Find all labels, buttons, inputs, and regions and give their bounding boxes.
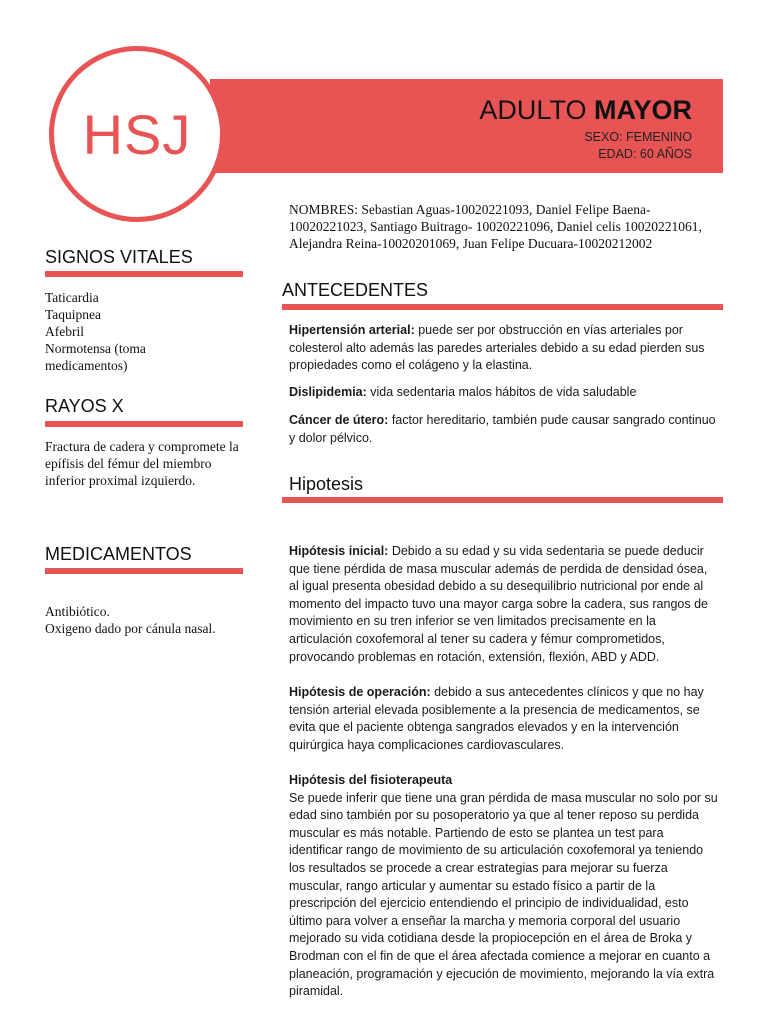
signos-vitales-title: SIGNOS VITALES — [45, 247, 193, 267]
item-text: Debido a su edad y su vida sedentaria se puede deducir que tiene pérdida de masa muscular además de perdida de densidad ósea, al igual presenta obesidad debido a su desequilibrio nutricional por ende al momento del impacto tuvo una mayor carga sobre la cadera, sus rangos de movimiento en su tren inferior se ven limitados precisamente en la articulación coxofemoral al tener su cadera y fémur comprometidos, provocando problemas en rotación, extensión, flexión, ABD y ADD. — [289, 544, 708, 664]
list-item: Afebril — [45, 324, 84, 339]
item-label: Hipótesis de operación: — [289, 685, 431, 699]
page-title — [479, 95, 692, 126]
antecedentes-divider — [282, 304, 723, 310]
antecedente-dislipidemia — [289, 384, 719, 402]
item-label: Cáncer de útero: — [289, 413, 389, 427]
medicamentos-divider — [45, 568, 243, 574]
rayos-x-text: Fractura de cadera y compromete la epífisis del fémur del miembro inferior proximal izquierdo. — [45, 439, 239, 488]
hipotesis-fisioterapeuta — [289, 772, 719, 1001]
sex-label: SEXO: FEMENINO — [584, 130, 692, 144]
item-text: vida sedentaria malos hábitos de vida saludable — [366, 385, 637, 399]
hipotesis-divider — [282, 497, 723, 503]
hipotesis-inicial — [289, 543, 719, 666]
list-item: Taticardia — [45, 290, 99, 305]
list-item: Taquipnea — [45, 307, 102, 322]
list-item: Oxigeno dado por cánula nasal. — [45, 621, 216, 636]
logo-text: HSJ — [82, 102, 192, 166]
item-label: Hipertensión arterial: — [289, 323, 415, 337]
signos-vitales-list — [45, 289, 240, 374]
medicamentos-title: MEDICAMENTOS — [45, 544, 192, 564]
item-text: Se puede inferir que tiene una gran pérdida de masa muscular no solo por su edad sino también por su posoperatorio ya que al tener reposo su perdida muscular es más notable. Partiendo de esto se plantea un test para identificar rango de movimiento de su articulación coxofemoral ya teniendo los resultados se procede a crear estrategias para mejorar su fuerza muscular, rango articular y aumentar su estado físico a partir de la prescripción del ejercicio entendiendo el principio de individualidad, esto último para volver a enseñar la marcha y memoria corporal del usuario mejorado su vida cotidiana desde la propiocepción en el área de Broka y Brodman con el fin de que el área afectada comience a mejorar en cuanto a planeación, programación y ejecución de movimiento, mejorando la vía extra piramidal. — [289, 790, 718, 999]
title-part2: MAYOR — [593, 95, 692, 125]
signos-vitales-divider — [45, 271, 243, 277]
item-text: factor hereditario, también pude causar sangrado continuo y dolor pélvico. — [289, 413, 716, 445]
item-text: debido a sus antecedentes clínicos y que no hay tensión arterial elevada posiblemente a la presencia de medicamentos, se evita que el paciente obtenga sangrados elevados y en la intervención quirúrgica haya complicaciones cardiovasculares. — [289, 685, 704, 752]
list-item: Normotensa (toma medicamentos) — [45, 341, 146, 373]
item-text: puede ser por obstrucción en vías arteriales por colesterol alto además las paredes arteriales debido a su edad pierden sus propiedades como el colágeno y la elastina. — [289, 323, 705, 373]
antecedente-cancer — [289, 412, 719, 447]
rayos-x-divider — [45, 421, 243, 427]
authors-names: NOMBRES: Sebastian Aguas-10020221093, Daniel Felipe Baena-10020221023, Santiago Buitrago- 10020221096, Daniel celis 10020221061, Alejandra Reina-10020201069, Juan Felipe Ducuara-10020212002 — [289, 202, 702, 251]
title-part1: ADULTO — [479, 95, 587, 125]
antecedentes-title: ANTECEDENTES — [282, 280, 429, 300]
list-item: Antibiótico. — [45, 604, 110, 619]
medicamentos-list — [45, 603, 240, 637]
age-label: EDAD: 60 AÑOS — [598, 147, 692, 161]
hipotesis-operacion — [289, 684, 719, 754]
hipotesis-title: Hipotesis — [289, 474, 364, 494]
item-label: Hipótesis inicial: — [289, 544, 389, 558]
rayos-x-title: RAYOS X — [45, 396, 124, 416]
item-label: Dislipidemia: — [289, 385, 367, 399]
antecedente-hipertension — [289, 322, 719, 375]
item-label: Hipótesis del fisioterapeuta — [289, 773, 453, 787]
logo — [49, 46, 225, 222]
